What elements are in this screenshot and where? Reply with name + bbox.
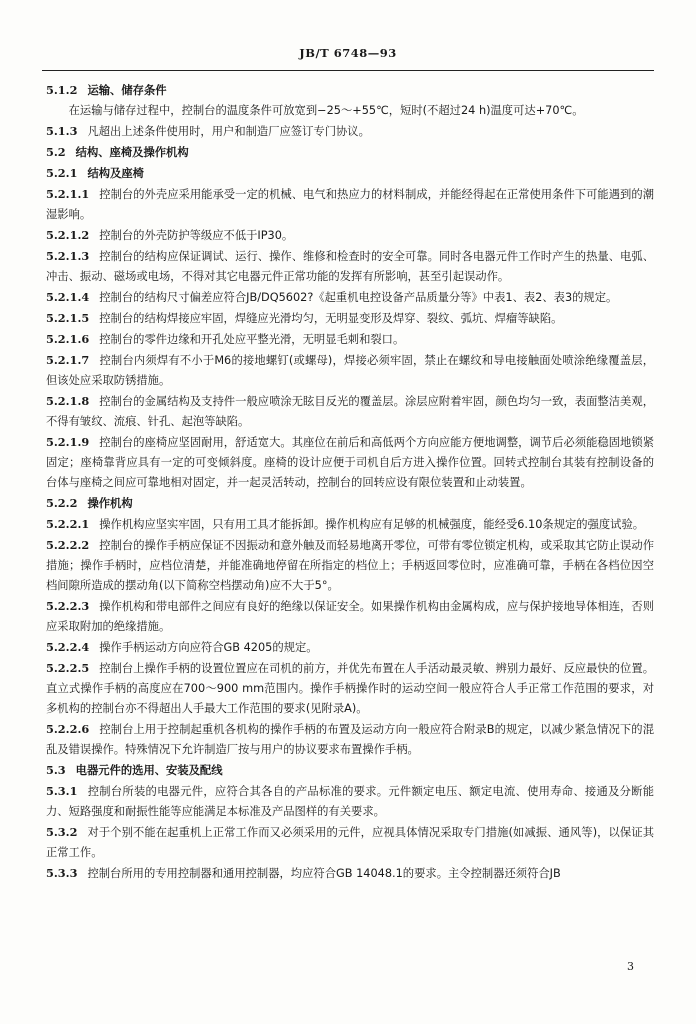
clause-paragraph [46,596,654,637]
clause-text: 控制台所装的电器元件，应符合其各自的产品标准的要求。元件额定电压、额定电流、使用寿命、接通及分断能力、短路强度和耐振性能等应能满足本标准及产品图样的有关要求。 [46,785,654,818]
clause-paragraph [46,637,654,658]
clause-number: 5.3.3 [46,866,78,880]
clause-paragraph [46,863,654,884]
clause-number: 5.2.1.4 [46,290,90,304]
clause-text: 控制台上用于控制起重机各机构的操作手柄的布置及运动方向一般应符合附录B的规定，以减少紧急情况下的混乱及错误操作。特殊情况下允许制造厂按与用户的协议要求布置操作手柄。 [46,723,654,756]
clause-text: 对于个别不能在起重机上正常工作而又必须采用的元件，应视具体情况采取专门措施(如减振、通风等)，以保证其正常工作。 [46,826,654,859]
clause-number: 5.2.1 [46,166,78,180]
clause-paragraph [46,350,654,391]
clause-text: 操作机构和带电部件之间应有良好的绝缘以保证安全。如果操作机构由金属构成，应与保护接地导体相连，否则应采取附加的绝缘措施。 [46,600,654,633]
clause-paragraph [46,287,654,308]
clause-text: 控制台上操作手柄的设置位置应在司机的前方，并优先布置在人手活动最灵敏、辨别力最好、反应最快的位置。直立式操作手柄的高度应在700～900 mm范围内。操作手柄操作时的运动空间一般应符合人手正常工作范围的要求，对多机构的控制台亦不得超出人手最大工作范围的要求(见附录A)。 [46,662,654,715]
clause-number: 5.3 [46,763,66,777]
clause-number: 5.1.3 [46,124,78,138]
clause-text: 控制台所用的专用控制器和通用控制器，均应符合GB 14048.1的要求。主令控制器还须符合JB [87,867,561,880]
clause-text: 控制台的结构应保证调试、运行、操作、维修和检查时的安全可靠。同时各电器元件工作时产生的热量、电弧、冲击、振动、磁场或电场，不得对其它电器元件正常功能的发挥有所影响，甚至引起误动作。 [46,250,654,283]
clause-number: 5.2.1.3 [46,249,90,263]
clause-paragraph [46,329,654,350]
clause-paragraph [46,658,654,719]
clause-paragraph [46,121,654,142]
clause-number: 5.2.2.2 [46,538,90,552]
section-heading [46,493,654,514]
standard-header: JB/T 6748—93 [299,46,397,60]
clause-text: 在运输与储存过程中，控制台的温度条件可放宽到−25～+55℃，短时(不超过24 h)温度可达+70℃。 [68,104,584,117]
clause-text: 结构及座椅 [87,167,144,180]
clause-text: 控制台的座椅应坚固耐用，舒适宽大。其座位在前后和高低两个方向应能方便地调整，调节后必须能稳固地锁紧固定；座椅靠背应具有一定的可变倾斜度。座椅的设计应便于司机自后方进入操作位置。回转式控制台其装有控制设备的台体与座椅之间应可靠地相对固定，并一起灵活转动，控制台的回转应设有限位装置和止动装置。 [46,436,654,489]
document-body [46,80,654,884]
clause-text: 电器元件的选用、安装及配线 [75,764,223,777]
page-number: 3 [627,960,634,973]
clause-number: 5.2.1.9 [46,435,90,449]
clause-number: 5.3.1 [46,784,78,798]
clause-paragraph [46,432,654,493]
clause-text: 控制台的零件边缘和开孔处应平整光滑，无明显毛刺和裂口。 [99,333,405,346]
clause-text: 操作机构应坚实牢固，只有用工具才能拆卸。操作机构应有足够的机械强度，能经受6.10条规定的强度试验。 [99,518,645,531]
clause-number: 5.2.1.1 [46,187,90,201]
clause-paragraph [46,514,654,535]
clause-paragraph [46,225,654,246]
clause-text: 控制台内须焊有不小于M6的接地螺钉(或螺母)，焊接必须牢固，禁止在螺纹和导电接触面处喷涂绝缘覆盖层，但该处应采取防锈措施。 [46,354,654,387]
clause-number: 5.3.2 [46,825,78,839]
clause-number: 5.2.2.5 [46,661,90,675]
clause-number: 5.2.2 [46,496,78,510]
clause-number: 5.2.1.8 [46,394,90,408]
clause-paragraph [46,184,654,225]
clause-number: 5.2.2.4 [46,640,90,654]
clause-text: 凡超出上述条件使用时，用户和制造厂应签订专门协议。 [87,125,370,138]
clause-text: 控制台的外壳应采用能承受一定的机械、电气和热应力的材料制成，并能经得起在正常使用条件下可能遇到的潮湿影响。 [46,188,654,221]
section-heading [46,760,654,781]
clause-text: 操作手柄运动方向应符合GB 4205的规定。 [99,641,318,654]
section-heading [46,163,654,184]
clause-text: 结构、座椅及操作机构 [75,146,189,159]
clause-number: 5.2.2.1 [46,517,90,531]
clause-text: 运输、储存条件 [87,84,167,97]
clause-number: 5.1.2 [46,83,78,97]
clause-number: 5.2.1.5 [46,311,90,325]
clause-text: 操作机构 [87,497,133,510]
clause-paragraph [46,535,654,596]
clause-number: 5.2.1.2 [46,228,90,242]
clause-number: 5.2 [46,145,66,159]
clause-paragraph [46,391,654,432]
clause-paragraph [46,308,654,329]
clause-text: 控制台的操作手柄应保证不因振动和意外触及而轻易地离开零位，可带有零位锁定机构，或采取其它防止误动作措施；操作手柄时，应档位清楚，并能准确地停留在所指定的档位上；手柄返回零位时，应准确可靠，手柄在各档位因空档间隙所造成的摆动角(以下简称空档摆动角)应不大于5°。 [46,539,654,592]
clause-text: 控制台的结构尺寸偏差应符合JB/DQ5602?《起重机电控设备产品质量分等》中表1、表2、表3的规定。 [99,291,618,304]
clause-paragraph [46,719,654,760]
clause-number: 5.2.2.6 [46,722,90,736]
clause-paragraph [46,781,654,822]
section-heading [46,142,654,163]
clause-number: 5.2.1.7 [46,353,90,367]
clause-number: 5.2.2.3 [46,599,90,613]
clause-paragraph [46,246,654,287]
clause-paragraph [46,101,654,121]
clause-text: 控制台的金属结构及支持件一般应喷涂无眩目反光的覆盖层。涂层应附着牢固，颜色均匀一致，表面整洁美观，不得有皱纹、流痕、针孔、起泡等缺陷。 [46,395,654,428]
section-heading [46,80,654,101]
header-rule [42,70,654,71]
clause-text: 控制台的结构焊接应牢固，焊缝应光滑均匀，无明显变形及焊穿、裂纹、弧坑、焊瘤等缺陷。 [99,312,563,325]
clause-paragraph [46,822,654,863]
clause-text: 控制台的外壳防护等级应不低于IP30。 [99,229,294,242]
clause-number: 5.2.1.6 [46,332,90,346]
